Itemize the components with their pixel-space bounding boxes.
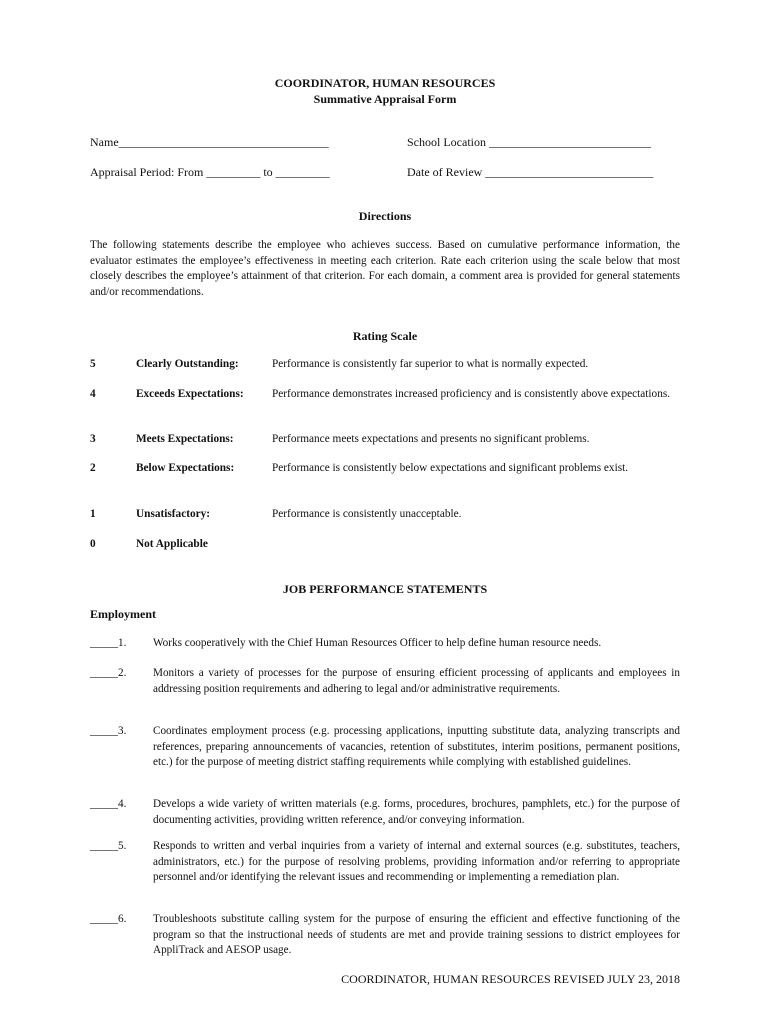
- rating-number: 2: [90, 462, 96, 474]
- rating-number: 4: [90, 388, 96, 400]
- rating-blank[interactable]: _____4.: [90, 798, 127, 810]
- rating-blank[interactable]: _____5.: [90, 840, 127, 852]
- rating-blank[interactable]: _____3.: [90, 725, 127, 737]
- rating-description: Performance is consistently unacceptable.: [272, 508, 462, 520]
- form-subtitle: Summative Appraisal Form: [313, 92, 457, 106]
- form-title: COORDINATOR, HUMAN RESOURCES: [274, 76, 496, 90]
- statement-text: Develops a wide variety of written materials (e.g. forms, procedures, brochures, pamphlets, etc.) for the purpose of documenting activities, providing written reference, and/or conveying information.: [153, 798, 680, 826]
- directions-heading: Directions: [358, 209, 412, 223]
- rating-scale-heading: Rating Scale: [352, 329, 418, 343]
- rating-blank[interactable]: _____1.: [90, 637, 127, 649]
- rating-number: 0: [90, 538, 96, 550]
- school-location-field[interactable]: School Location ___________________________: [407, 135, 651, 149]
- statement-text: Works cooperatively with the Chief Human Resources Officer to help define human resource needs.: [153, 637, 602, 649]
- page-footer: COORDINATOR, HUMAN RESOURCES REVISED JULY 23, 2018: [341, 972, 680, 986]
- statement-text: Troubleshoots substitute calling system for the purpose of ensuring the efficient and effective functioning of the program so that the instructional needs of students are met and provide training sessions to district employees for AppliTrack and AESOP usage.: [153, 913, 680, 956]
- rating-label: Below Expectations:: [136, 462, 235, 474]
- rating-number: 5: [90, 358, 96, 370]
- job-performance-heading: JOB PERFORMANCE STATEMENTS: [282, 582, 488, 596]
- appraisal-period-field[interactable]: Appraisal Period: From _________ to _________: [90, 165, 330, 179]
- rating-label: Not Applicable: [136, 538, 208, 550]
- rating-label: Unsatisfactory:: [136, 508, 211, 520]
- statement-text: Coordinates employment process (e.g. processing applications, inputting substitute data, analyzing transcripts and references, preparing announcements of vacancies, retention of substitutes, interim positions, permanent positions, etc.) for the purpose of meeting district staffing requirements while complying with established guidelines.: [153, 725, 680, 768]
- name-field[interactable]: Name___________________________________: [90, 135, 329, 149]
- rating-description: Performance demonstrates increased proficiency and is consistently above expectations.: [272, 388, 671, 400]
- rating-blank[interactable]: _____6.: [90, 913, 127, 925]
- rating-label: Clearly Outstanding:: [136, 358, 239, 370]
- rating-description: Performance is consistently below expectations and significant problems exist.: [272, 462, 629, 474]
- date-of-review-field[interactable]: Date of Review ____________________________: [407, 165, 654, 179]
- rating-number: 3: [90, 433, 96, 445]
- statement-text: Monitors a variety of processes for the purpose of ensuring efficient processing of applicants and employees in addressing position requirements and adhering to legal and/or administrative requirements.: [153, 667, 680, 695]
- rating-label: Meets Expectations:: [136, 433, 234, 445]
- section-heading-employment: Employment: [90, 607, 156, 621]
- rating-description: Performance is consistently far superior to what is normally expected.: [272, 358, 589, 370]
- statement-text: Responds to written and verbal inquiries from a variety of internal and external sources (e.g. substitutes, teachers, administrators, etc.) for the purpose of resolving problems, providing information and/or referring to appropriate personnel and/or identifying the relevant issues and recommending or implementing a remediation plan.: [153, 840, 680, 883]
- rating-blank[interactable]: _____2.: [90, 667, 127, 679]
- directions-text: The following statements describe the employee who achieves success. Based on cumulative performance information, the evaluator estimates the employee’s effectiveness in meeting each criterion. Rate each criterion using the scale below that most closely describes the employee’s attainment of that criterion. For each domain, a comment area is provided for general statements and/or recommendations.: [90, 239, 680, 298]
- rating-label: Exceeds Expectations:: [136, 388, 244, 400]
- rating-description: Performance meets expectations and presents no significant problems.: [272, 433, 590, 445]
- rating-number: 1: [90, 508, 96, 520]
